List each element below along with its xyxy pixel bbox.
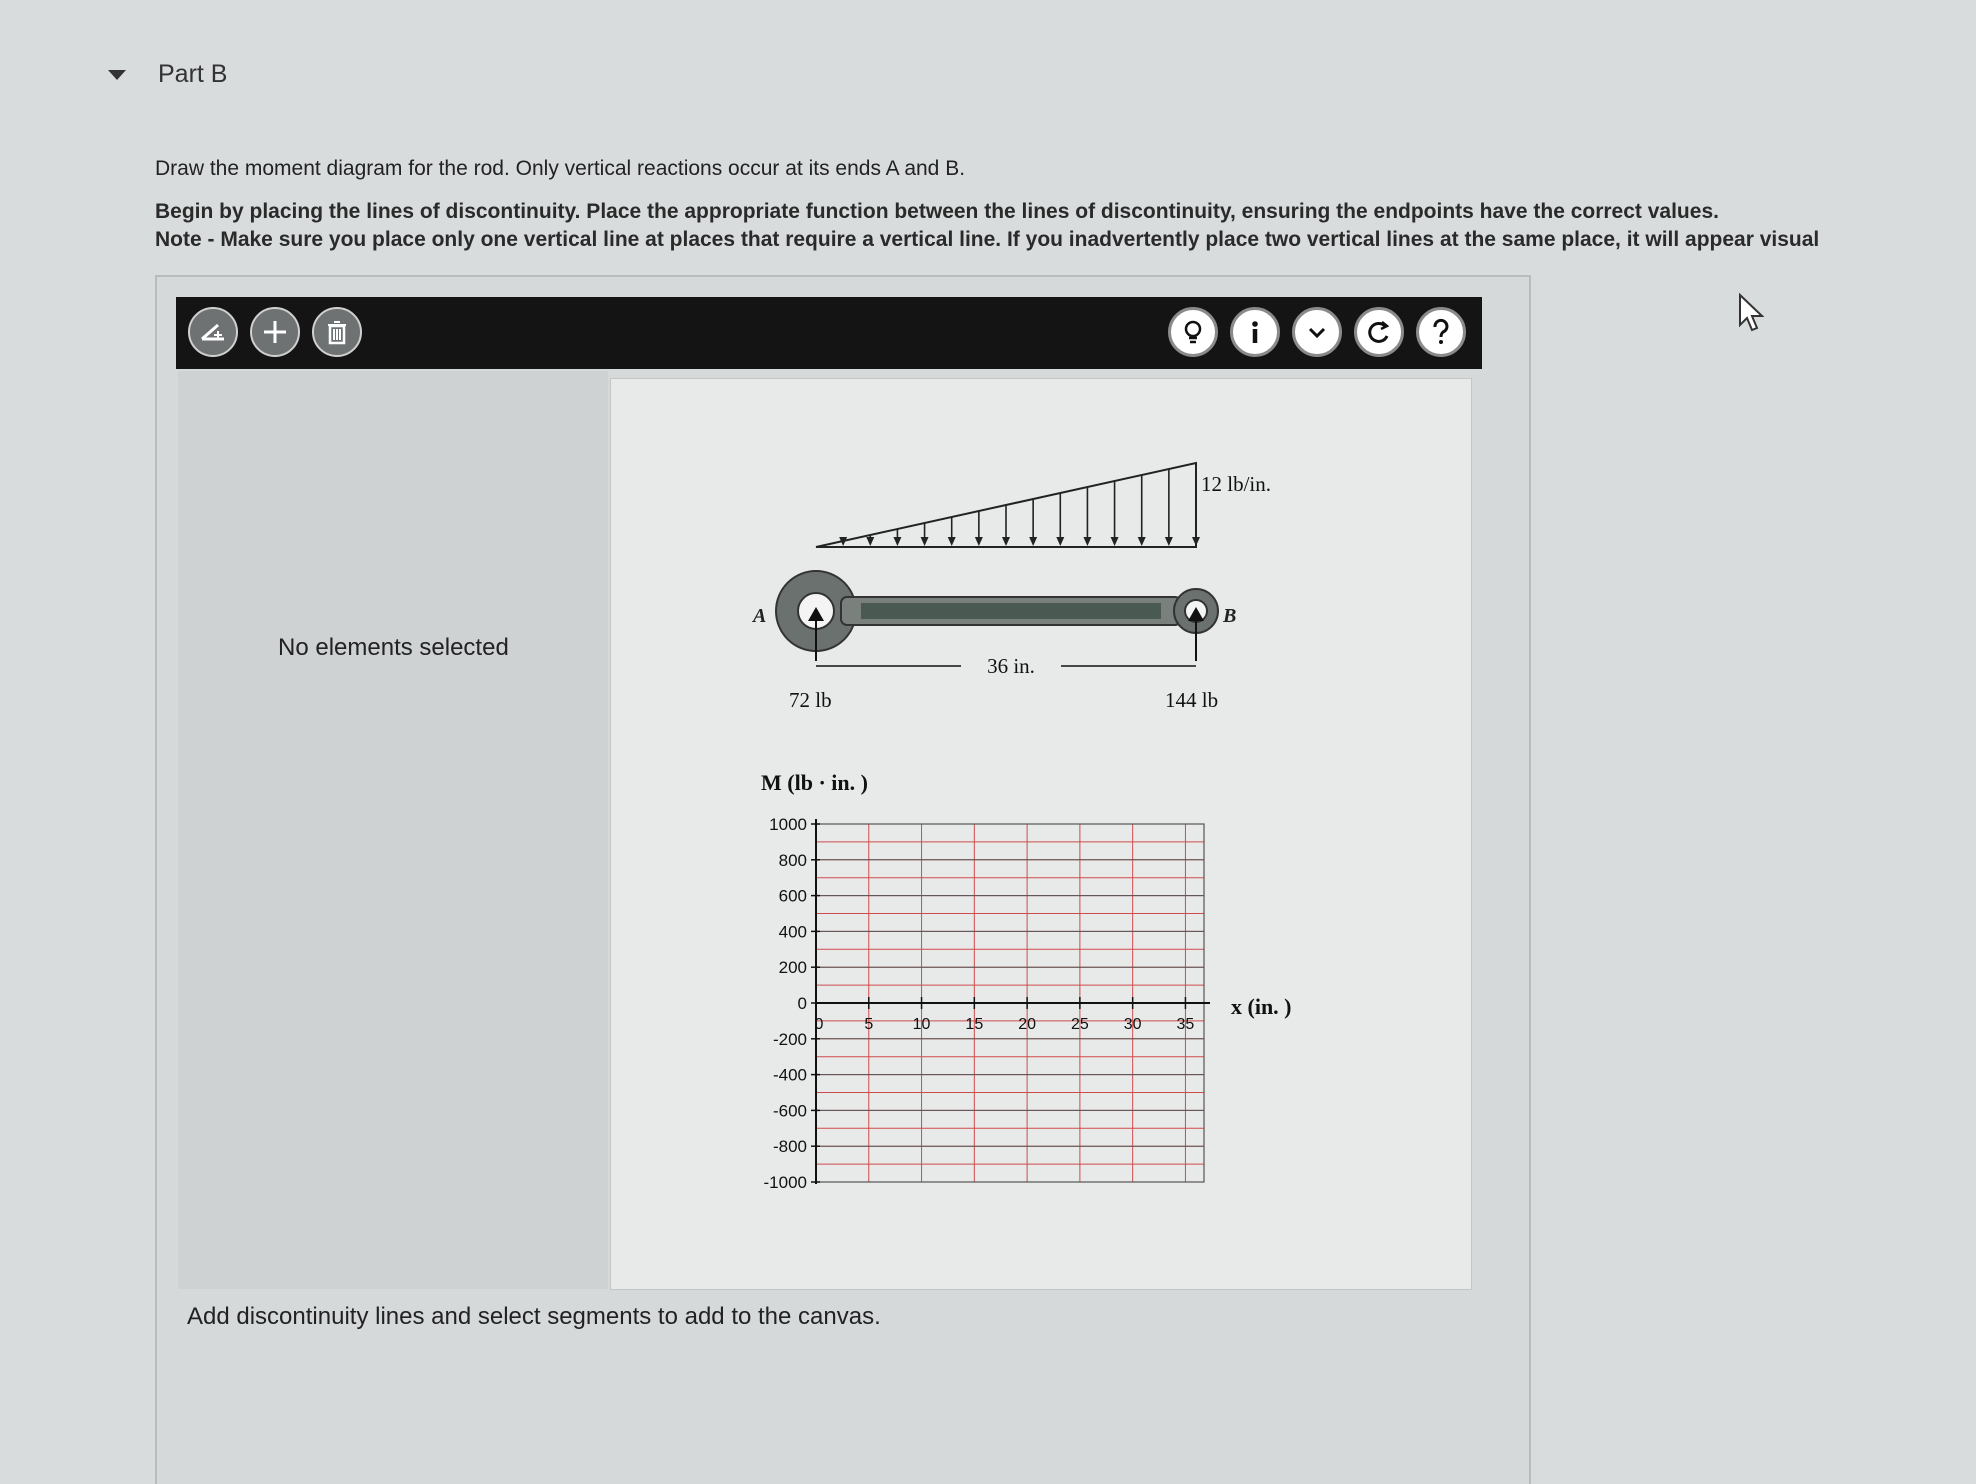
x-tick-label: 20 xyxy=(1018,1016,1037,1033)
load-arrowhead xyxy=(1002,537,1010,546)
line-tool-button[interactable] xyxy=(188,307,238,357)
chevron-down-icon xyxy=(1302,317,1332,347)
distributed-load-diagram xyxy=(816,463,1200,547)
moment-graph[interactable] xyxy=(764,815,1210,1192)
info-button[interactable] xyxy=(1230,307,1280,357)
length-label: 36 in. xyxy=(987,654,1035,678)
y-tick-label: -400 xyxy=(772,1065,807,1085)
load-arrowhead xyxy=(975,537,983,546)
hint-bulb-icon xyxy=(1178,317,1208,347)
load-arrowhead xyxy=(1192,537,1200,546)
end-label-a: A xyxy=(753,605,767,627)
mouse-cursor-icon xyxy=(1737,292,1767,334)
load-arrowhead xyxy=(948,537,956,546)
problem-figure-and-graph[interactable] xyxy=(611,379,1471,1289)
x-tick-label: 25 xyxy=(1070,1016,1089,1033)
load-arrowhead xyxy=(921,537,929,546)
hint-button[interactable] xyxy=(1168,307,1218,357)
y-tick-label: 800 xyxy=(778,850,807,870)
x-axis-title: x (in. ) xyxy=(1231,994,1292,1019)
y-tick-label: 600 xyxy=(778,886,807,906)
load-arrowhead xyxy=(1083,537,1091,546)
y-tick-label: 400 xyxy=(778,922,807,942)
add-button[interactable] xyxy=(250,307,300,357)
delete-button[interactable] xyxy=(312,307,362,357)
trash-icon xyxy=(322,317,352,347)
selection-status: No elements selected xyxy=(278,634,509,661)
y-tick-label: -1000 xyxy=(763,1173,807,1192)
load-label: 12 lb/in. xyxy=(1201,472,1272,496)
load-arrowhead xyxy=(1138,537,1146,546)
y-tick-label: -800 xyxy=(772,1137,807,1157)
end-label-b: B xyxy=(1223,605,1237,627)
y-tick-label: 1000 xyxy=(769,815,807,834)
rod-diagram xyxy=(776,571,1218,666)
reset-button[interactable] xyxy=(1354,307,1404,357)
x-tick-label: 5 xyxy=(864,1016,874,1033)
instruction-text: Draw the moment diagram for the rod. Only vertical reactions occur at its ends A and B. xyxy=(155,157,966,180)
y-tick-label: -600 xyxy=(772,1101,807,1121)
load-arrowhead xyxy=(1056,537,1064,546)
help-button[interactable] xyxy=(1416,307,1466,357)
dropdown-button[interactable] xyxy=(1292,307,1342,357)
y-axis-title: M (lb · in. ) xyxy=(761,770,868,795)
properties-panel xyxy=(178,371,608,1289)
reaction-a-label: 72 lb xyxy=(789,688,832,712)
instruction-text-bold: Begin by placing the lines of discontinuity. Place the appropriate function between the lines of discontinuity, ensuring the endpoints have the correct values. xyxy=(155,200,1719,223)
load-arrowhead xyxy=(1111,537,1119,546)
info-icon xyxy=(1240,317,1270,347)
toolbar xyxy=(176,297,1482,369)
part-title: Part B xyxy=(158,60,228,88)
line-tool-icon xyxy=(198,317,228,347)
collapse-caret-icon[interactable] xyxy=(108,70,126,80)
canvas-hint: Add discontinuity lines and select segments to add to the canvas. xyxy=(187,1303,881,1330)
reset-icon xyxy=(1364,317,1394,347)
plus-icon xyxy=(260,317,290,347)
reaction-b-label: 144 lb xyxy=(1165,688,1219,712)
load-arrowhead xyxy=(866,537,874,546)
y-tick-label: 200 xyxy=(778,958,807,978)
x-tick-label: 10 xyxy=(912,1016,931,1033)
x-tick-label: 15 xyxy=(965,1016,984,1033)
load-arrowhead xyxy=(1029,537,1037,546)
load-arrowhead xyxy=(1165,537,1173,546)
drawing-canvas[interactable] xyxy=(610,378,1472,1290)
part-header[interactable] xyxy=(0,40,1976,140)
x-tick-label: 35 xyxy=(1176,1016,1195,1033)
help-icon xyxy=(1426,317,1456,347)
load-arrowhead xyxy=(893,537,901,546)
x-tick-label: 30 xyxy=(1123,1016,1142,1033)
x-tick-label: 0 xyxy=(814,1016,824,1033)
instruction-note: Note - Make sure you place only one vertical line at places that require a vertical line. If you inadvertently place two vertical lines at the same place, it will appear visual xyxy=(155,228,1820,251)
y-tick-label: -200 xyxy=(772,1029,807,1049)
y-tick-label: 0 xyxy=(797,994,807,1013)
